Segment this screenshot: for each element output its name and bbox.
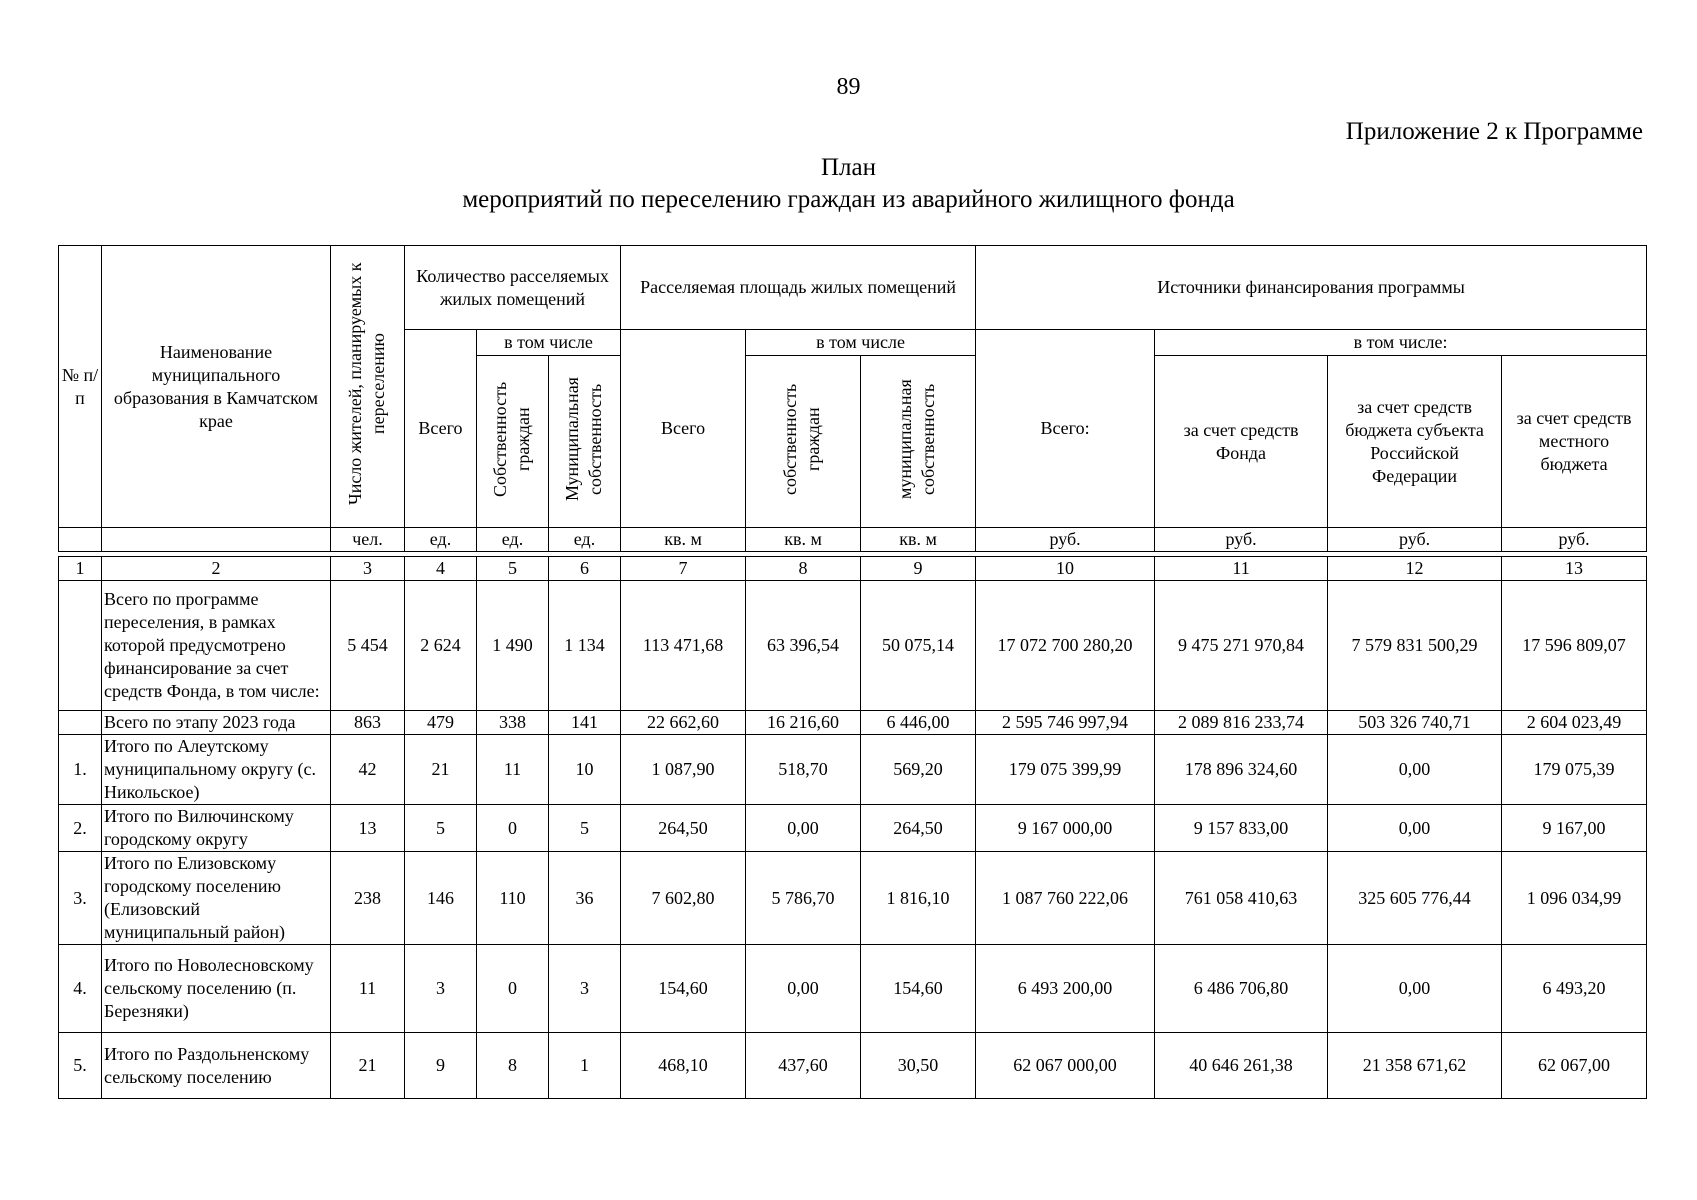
header-finance-group: Источники финансирования программы bbox=[976, 246, 1647, 330]
row-value: 1 087,90 bbox=[621, 735, 746, 805]
header-name: Наименование муниципального образования в Камчатском крае bbox=[102, 246, 331, 528]
header-area-subgroup: в том числе bbox=[746, 330, 976, 356]
row-value: 5 bbox=[405, 805, 477, 852]
row-value: 468,10 bbox=[621, 1033, 746, 1099]
column-number: 7 bbox=[621, 557, 746, 581]
row-value: 7 602,80 bbox=[621, 852, 746, 945]
row-value: 5 bbox=[549, 805, 621, 852]
row-value: 0,00 bbox=[746, 805, 861, 852]
row-value: 13 bbox=[331, 805, 405, 852]
header-finance-subgroup: в том числе: bbox=[1155, 330, 1647, 356]
row-name: Итого по Новолесновскому сельскому поселению (п. Березняки) bbox=[102, 945, 331, 1033]
column-number: 3 bbox=[331, 557, 405, 581]
row-value: 179 075,39 bbox=[1502, 735, 1647, 805]
row-value: 17 072 700 280,20 bbox=[976, 581, 1155, 711]
header-count-citizens bbox=[477, 356, 549, 528]
row-value: 863 bbox=[331, 711, 405, 735]
row-value: 3 bbox=[549, 945, 621, 1033]
unit-cell: ед. bbox=[405, 528, 477, 552]
row-value: 110 bbox=[477, 852, 549, 945]
row-name: Итого по Раздольненскому сельскому поселению bbox=[102, 1033, 331, 1099]
row-value: 6 486 706,80 bbox=[1155, 945, 1328, 1033]
row-value: 21 bbox=[405, 735, 477, 805]
row-value: 437,60 bbox=[746, 1033, 861, 1099]
row-value: 0,00 bbox=[1328, 945, 1502, 1033]
header-fund: за счет средств Фонда bbox=[1155, 356, 1328, 528]
row-name: Итого по Алеутскому муниципальному округу (с. Никольское) bbox=[102, 735, 331, 805]
row-value: 0,00 bbox=[1328, 735, 1502, 805]
unit-cell: кв. м bbox=[746, 528, 861, 552]
row-value: 2 595 746 997,94 bbox=[976, 711, 1155, 735]
row-value: 2 089 816 233,74 bbox=[1155, 711, 1328, 735]
row-value: 9 157 833,00 bbox=[1155, 805, 1328, 852]
row-value: 42 bbox=[331, 735, 405, 805]
row-value: 264,50 bbox=[621, 805, 746, 852]
row-value: 2 624 bbox=[405, 581, 477, 711]
row-value: 154,60 bbox=[621, 945, 746, 1033]
header-area-municipal-label: муниципальная собственность bbox=[895, 378, 939, 499]
row-number: 4. bbox=[59, 945, 102, 1033]
row-value: 2 604 023,49 bbox=[1502, 711, 1647, 735]
row-value: 569,20 bbox=[861, 735, 976, 805]
column-number: 5 bbox=[477, 557, 549, 581]
row-number: 3. bbox=[59, 852, 102, 945]
row-value: 479 bbox=[405, 711, 477, 735]
row-value: 178 896 324,60 bbox=[1155, 735, 1328, 805]
row-value: 3 bbox=[405, 945, 477, 1033]
row-value: 325 605 776,44 bbox=[1328, 852, 1502, 945]
header-area-group: Расселяемая площадь жилых помещений bbox=[621, 246, 976, 330]
table-row bbox=[59, 805, 1647, 852]
header-count-total: Всего bbox=[405, 330, 477, 528]
row-value: 0 bbox=[477, 945, 549, 1033]
row-value: 40 646 261,38 bbox=[1155, 1033, 1328, 1099]
row-value: 518,70 bbox=[746, 735, 861, 805]
row-value: 154,60 bbox=[861, 945, 976, 1033]
row-value: 146 bbox=[405, 852, 477, 945]
row-value: 17 596 809,07 bbox=[1502, 581, 1647, 711]
unit-cell: руб. bbox=[1502, 528, 1647, 552]
header-count-municipal bbox=[549, 356, 621, 528]
unit-cell: кв. м bbox=[621, 528, 746, 552]
column-number: 6 bbox=[549, 557, 621, 581]
column-number: 8 bbox=[746, 557, 861, 581]
row-value: 1 490 bbox=[477, 581, 549, 711]
row-value: 0,00 bbox=[1328, 805, 1502, 852]
column-number: 11 bbox=[1155, 557, 1328, 581]
row-name: Итого по Вилючинскому городскому округу bbox=[102, 805, 331, 852]
row-value: 21 358 671,62 bbox=[1328, 1033, 1502, 1099]
header-residents-label: Число жителей, планируемых к переселению bbox=[344, 262, 388, 505]
row-number: 2. bbox=[59, 805, 102, 852]
row-value: 22 662,60 bbox=[621, 711, 746, 735]
row-value: 11 bbox=[477, 735, 549, 805]
page-number: 89 bbox=[836, 74, 861, 100]
row-value: 1 096 034,99 bbox=[1502, 852, 1647, 945]
unit-cell: чел. bbox=[331, 528, 405, 552]
table-row bbox=[59, 852, 1647, 945]
unit-cell: ед. bbox=[477, 528, 549, 552]
row-value: 21 bbox=[331, 1033, 405, 1099]
row-value: 6 446,00 bbox=[861, 711, 976, 735]
header-finance-total: Всего: bbox=[976, 330, 1155, 528]
column-number: 1 bbox=[59, 557, 102, 581]
header-local: за счет средств местного бюджета bbox=[1502, 356, 1647, 528]
row-value: 62 067 000,00 bbox=[976, 1033, 1155, 1099]
unit-cell: кв. м bbox=[861, 528, 976, 552]
column-number: 9 bbox=[861, 557, 976, 581]
row-number: 1. bbox=[59, 735, 102, 805]
row-value: 16 216,60 bbox=[746, 711, 861, 735]
header-area-total: Всего bbox=[621, 330, 746, 528]
header-residents bbox=[331, 246, 405, 528]
row-value: 9 167,00 bbox=[1502, 805, 1647, 852]
unit-cell: руб. bbox=[1328, 528, 1502, 552]
unit-cell: руб. bbox=[1155, 528, 1328, 552]
row-value: 6 493,20 bbox=[1502, 945, 1647, 1033]
row-value: 11 bbox=[331, 945, 405, 1033]
row-value: 179 075 399,99 bbox=[976, 735, 1155, 805]
row-value: 264,50 bbox=[861, 805, 976, 852]
row-value: 5 454 bbox=[331, 581, 405, 711]
table-row bbox=[59, 1033, 1647, 1099]
title-line-1: План bbox=[820, 154, 876, 181]
row-value: 0,00 bbox=[746, 945, 861, 1033]
column-number: 2 bbox=[102, 557, 331, 581]
row-value: 1 816,10 bbox=[861, 852, 976, 945]
units-blank bbox=[59, 528, 102, 552]
row-value: 7 579 831 500,29 bbox=[1328, 581, 1502, 711]
row-value: 9 bbox=[405, 1033, 477, 1099]
row-value: 9 475 271 970,84 bbox=[1155, 581, 1328, 711]
row-value: 5 786,70 bbox=[746, 852, 861, 945]
row-value: 6 493 200,00 bbox=[976, 945, 1155, 1033]
document-title bbox=[0, 152, 1697, 216]
row-number bbox=[59, 581, 102, 711]
header-count-municipal-label: Муниципальная собственность bbox=[561, 376, 605, 501]
row-value: 50 075,14 bbox=[861, 581, 976, 711]
resettlement-plan-table bbox=[58, 245, 1647, 1099]
header-count-subgroup: в том числе bbox=[477, 330, 621, 356]
row-name: Всего по программе переселения, в рамках которой предусмотрено финансирование за счет средств Фонда, в том числе: bbox=[102, 581, 331, 711]
row-value: 1 bbox=[549, 1033, 621, 1099]
row-value: 238 bbox=[331, 852, 405, 945]
column-number: 10 bbox=[976, 557, 1155, 581]
row-value: 36 bbox=[549, 852, 621, 945]
row-value: 30,50 bbox=[861, 1033, 976, 1099]
row-value: 113 471,68 bbox=[621, 581, 746, 711]
row-value: 10 bbox=[549, 735, 621, 805]
row-value: 1 087 760 222,06 bbox=[976, 852, 1155, 945]
row-number: 5. bbox=[59, 1033, 102, 1099]
table-row bbox=[59, 945, 1647, 1033]
header-num: № п/п bbox=[59, 246, 102, 528]
row-value: 63 396,54 bbox=[746, 581, 861, 711]
unit-cell: ед. bbox=[549, 528, 621, 552]
row-value: 1 134 bbox=[549, 581, 621, 711]
header-area-citizens-label: собственность граждан bbox=[780, 382, 824, 495]
row-value: 761 058 410,63 bbox=[1155, 852, 1328, 945]
row-value: 503 326 740,71 bbox=[1328, 711, 1502, 735]
table-row bbox=[59, 735, 1647, 805]
column-number: 4 bbox=[405, 557, 477, 581]
row-value: 9 167 000,00 bbox=[976, 805, 1155, 852]
row-number bbox=[59, 711, 102, 735]
column-number: 13 bbox=[1502, 557, 1647, 581]
title-line-2: мероприятий по переселению граждан из аварийного жилищного фонда bbox=[462, 186, 1235, 213]
table-row bbox=[59, 581, 1647, 711]
header-count-group: Количество расселяемых жилых помещений bbox=[405, 246, 621, 330]
header-area-citizens bbox=[746, 356, 861, 528]
row-name: Всего по этапу 2023 года bbox=[102, 711, 331, 735]
row-value: 141 bbox=[549, 711, 621, 735]
table-row bbox=[59, 711, 1647, 735]
appendix-label: Приложение 2 к Программе bbox=[1345, 118, 1643, 145]
unit-cell: руб. bbox=[976, 528, 1155, 552]
row-value: 62 067,00 bbox=[1502, 1033, 1647, 1099]
header-count-citizens-label: Собственность граждан bbox=[489, 380, 533, 497]
row-value: 8 bbox=[477, 1033, 549, 1099]
header-subject: за счет средств бюджета субъекта Российской Федерации bbox=[1328, 356, 1502, 528]
units-blank bbox=[102, 528, 331, 552]
header-area-municipal bbox=[861, 356, 976, 528]
row-name: Итого по Елизовскому городскому поселению (Елизовский муниципальный район) bbox=[102, 852, 331, 945]
row-value: 338 bbox=[477, 711, 549, 735]
column-number: 12 bbox=[1328, 557, 1502, 581]
row-value: 0 bbox=[477, 805, 549, 852]
